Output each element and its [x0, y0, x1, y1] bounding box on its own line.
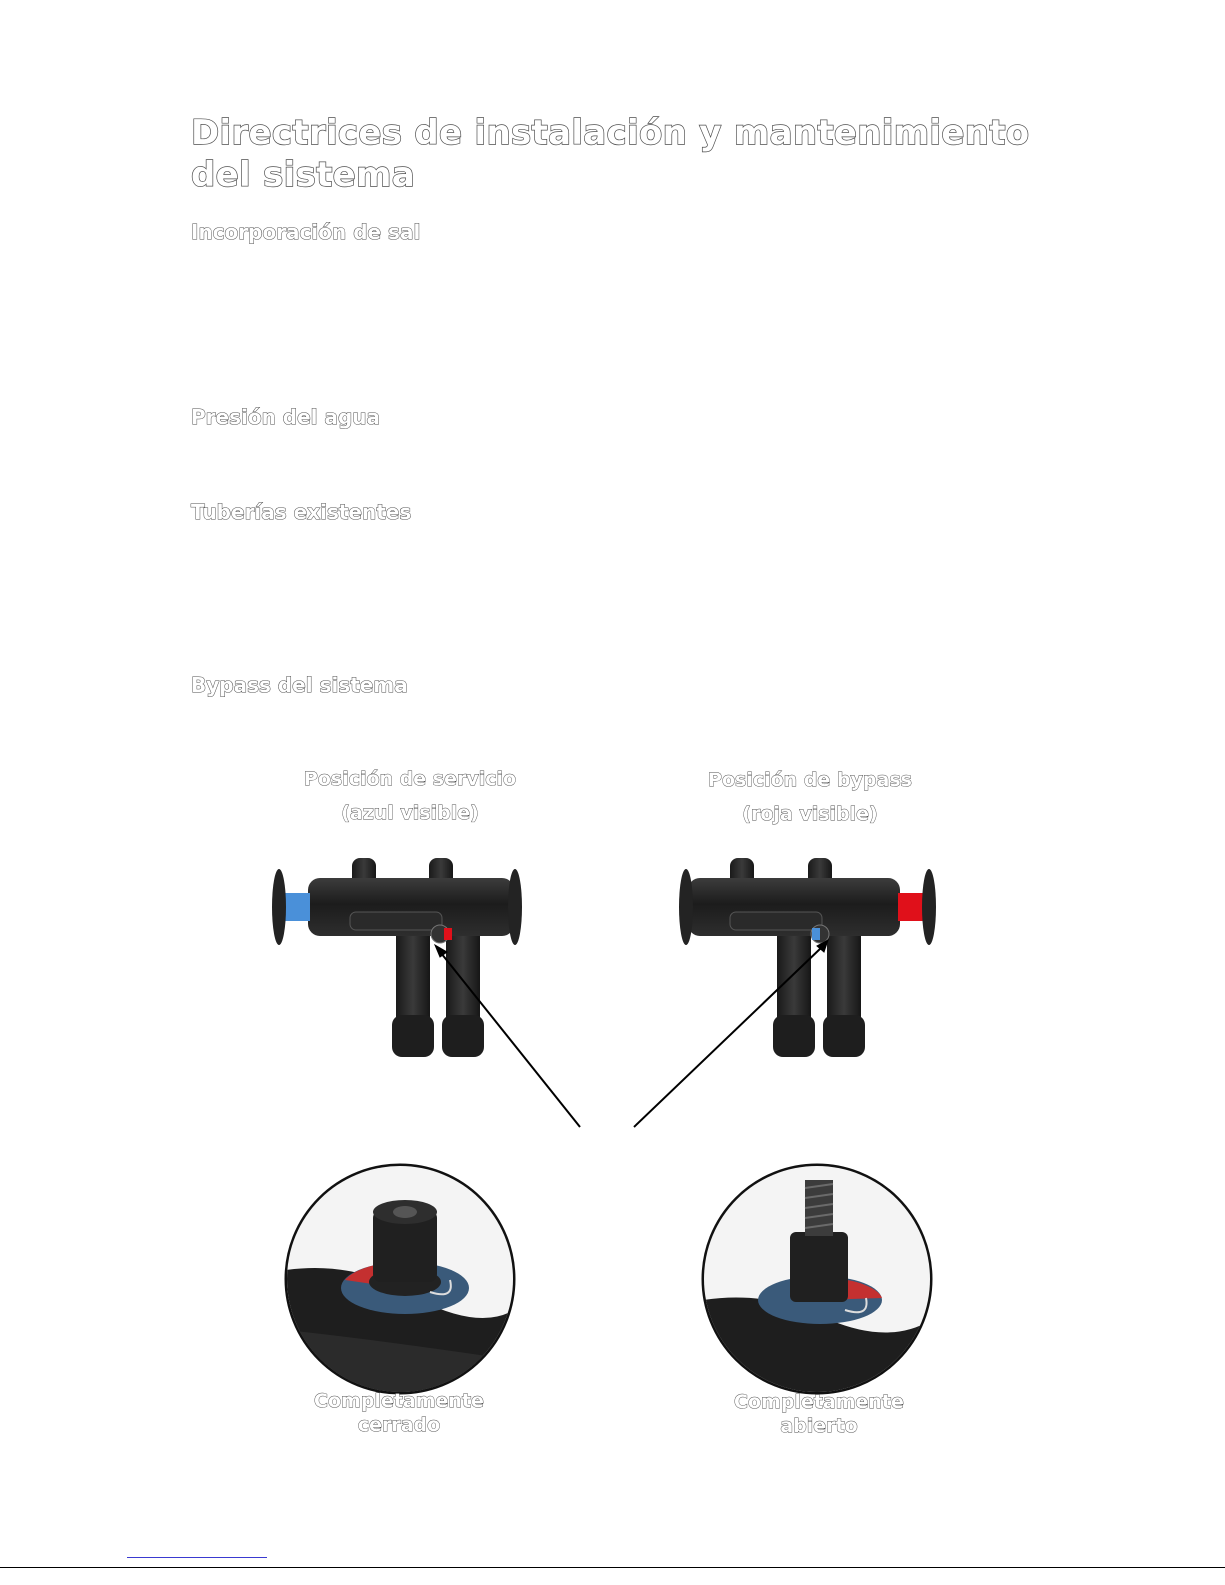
service-position-note: (azul visible): [341, 802, 479, 824]
closed-caption: [270, 1389, 528, 1437]
closed-caption-line2: cerrado: [357, 1414, 441, 1436]
valve-open-closeup-image: [703, 1165, 931, 1393]
section-heading-pressure: Presión del agua: [191, 405, 381, 429]
bypass-position-note: (roja visible): [742, 803, 878, 825]
section-heading-salt: Incorporación de sal: [191, 220, 421, 244]
open-caption-line1: Completamente: [734, 1391, 904, 1413]
service-position-label: Posición de servicio: [303, 768, 517, 790]
bypass-valve-service-image: [272, 858, 522, 1057]
arrow-icon: [435, 940, 828, 1127]
section-heading-pipes: Tuberías existentes: [191, 500, 412, 524]
valve-closed-closeup-image: [286, 1165, 514, 1393]
open-caption: [690, 1390, 948, 1438]
section-heading-bypass: Bypass del sistema: [191, 673, 408, 697]
closed-caption-line1: Completamente: [314, 1390, 484, 1412]
bypass-position-label: Posición de bypass: [708, 769, 912, 791]
footer-divider: [0, 1567, 1225, 1568]
open-caption-line2: abierto: [780, 1415, 858, 1437]
bypass-valve-bypass-image: [679, 858, 936, 1057]
footnote-link-underline[interactable]: [127, 1557, 267, 1558]
page-title: Directrices de instalación y mantenimiento del sistema: [191, 113, 1030, 195]
